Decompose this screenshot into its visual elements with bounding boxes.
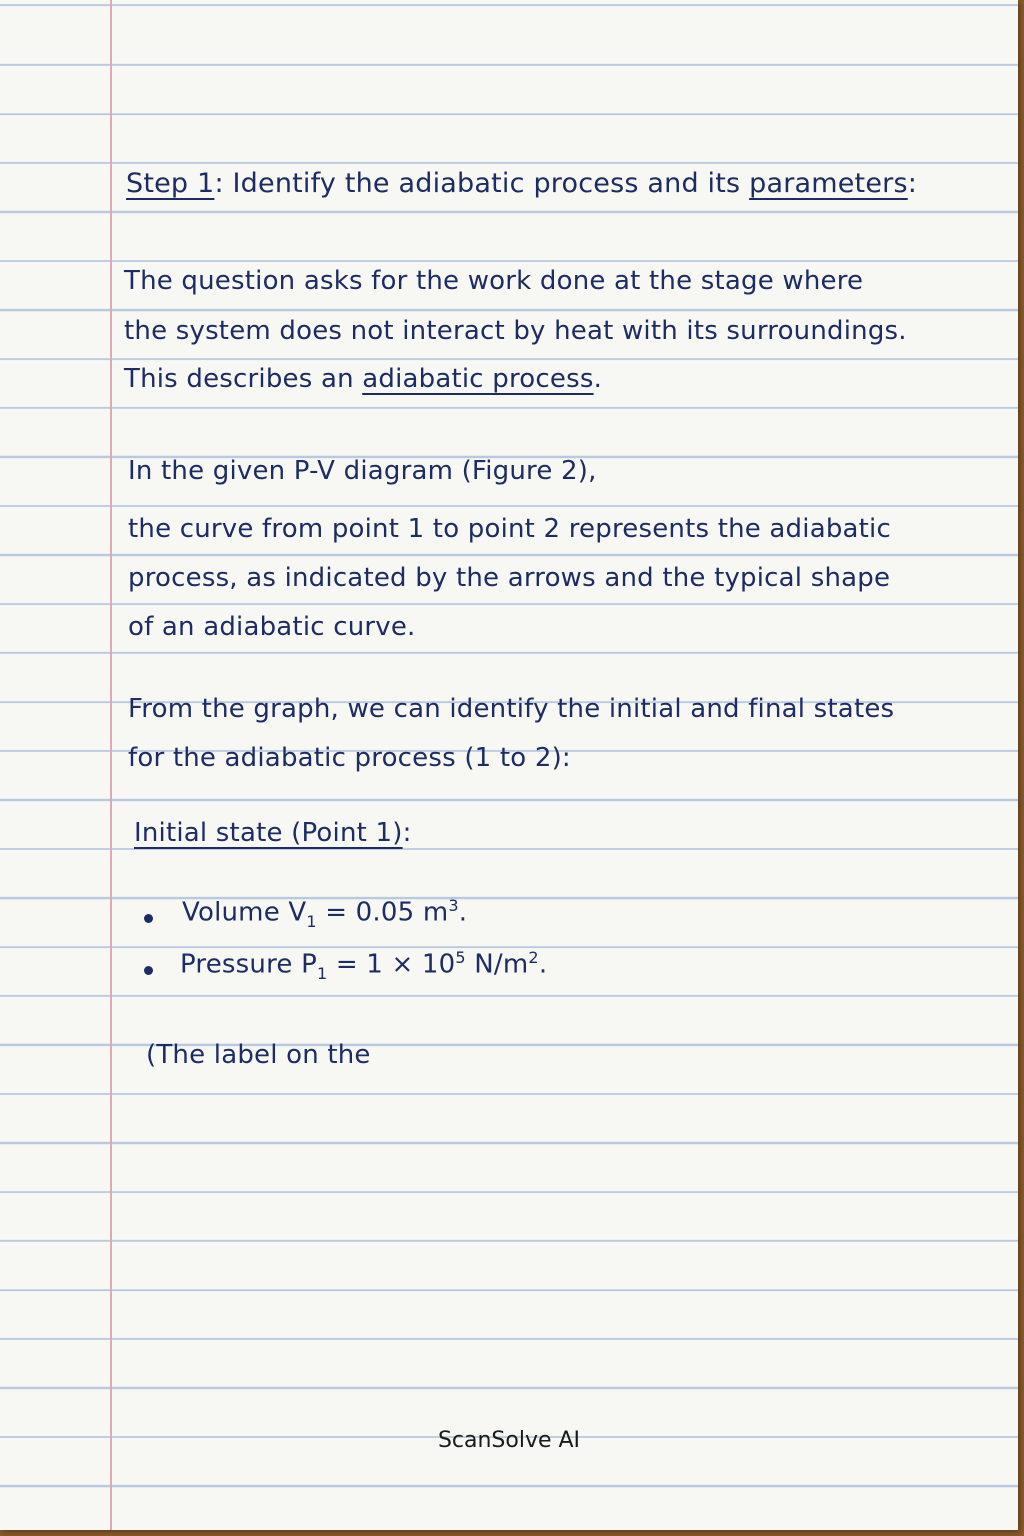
volume-subscript: 1 [306, 911, 317, 931]
para1-line3-pre: This describes an [124, 364, 363, 394]
initial-state-heading [134, 818, 412, 848]
initial-state-colon: : [402, 818, 412, 848]
para3-line1: From the graph, we can identify the initial and final states [128, 694, 895, 724]
volume-period: . [458, 897, 468, 928]
bullet-dot [144, 966, 153, 975]
step-label: Step 1 [126, 168, 215, 199]
heading-colon: : [907, 168, 918, 199]
pressure-period: . [538, 949, 548, 980]
pressure-label: Pressure P [180, 949, 317, 980]
pressure-subscript: 1 [316, 963, 328, 983]
pressure-value: = 1 × 10 [327, 949, 456, 980]
para1-line3-post: . [593, 364, 603, 394]
para3-line2: for the adiabatic process (1 to 2): [128, 743, 571, 773]
step-heading [126, 168, 917, 199]
para1-line2: the system does not interact by heat with its surroundings. [124, 316, 907, 346]
pressure-unit-exponent: 2 [528, 948, 539, 967]
bullet-volume [182, 896, 467, 931]
adiabatic-process-term: adiabatic process [362, 364, 594, 394]
volume-label: Volume V [182, 897, 307, 928]
para1-line3 [124, 364, 602, 394]
margin-line [110, 0, 112, 1530]
pressure-unit: N/m [465, 949, 529, 980]
para1-line1: The question asks for the work done at the stage where [124, 266, 864, 296]
pressure-exponent: 5 [455, 948, 466, 967]
para2-line2: the curve from point 1 to point 2 represents the adiabatic [128, 514, 891, 544]
footer-brand: ScanSolve AI [437, 1428, 581, 1453]
continuation-text: (The label on the [146, 1040, 371, 1070]
volume-exponent: 3 [448, 896, 459, 915]
bullet-pressure [180, 948, 547, 983]
para2-line4: of an adiabatic curve. [128, 612, 416, 642]
initial-state-title: Initial state (Point 1) [134, 818, 403, 848]
bullet-dot [144, 914, 153, 923]
para2-line3: process, as indicated by the arrows and the typical shape [128, 563, 891, 593]
para2-line1: In the given P-V diagram (Figure 2), [128, 456, 597, 486]
heading-text: : Identify the adiabatic process and its [214, 168, 750, 199]
heading-parameters: parameters [749, 168, 908, 199]
volume-value: = 0.05 m [316, 897, 449, 928]
